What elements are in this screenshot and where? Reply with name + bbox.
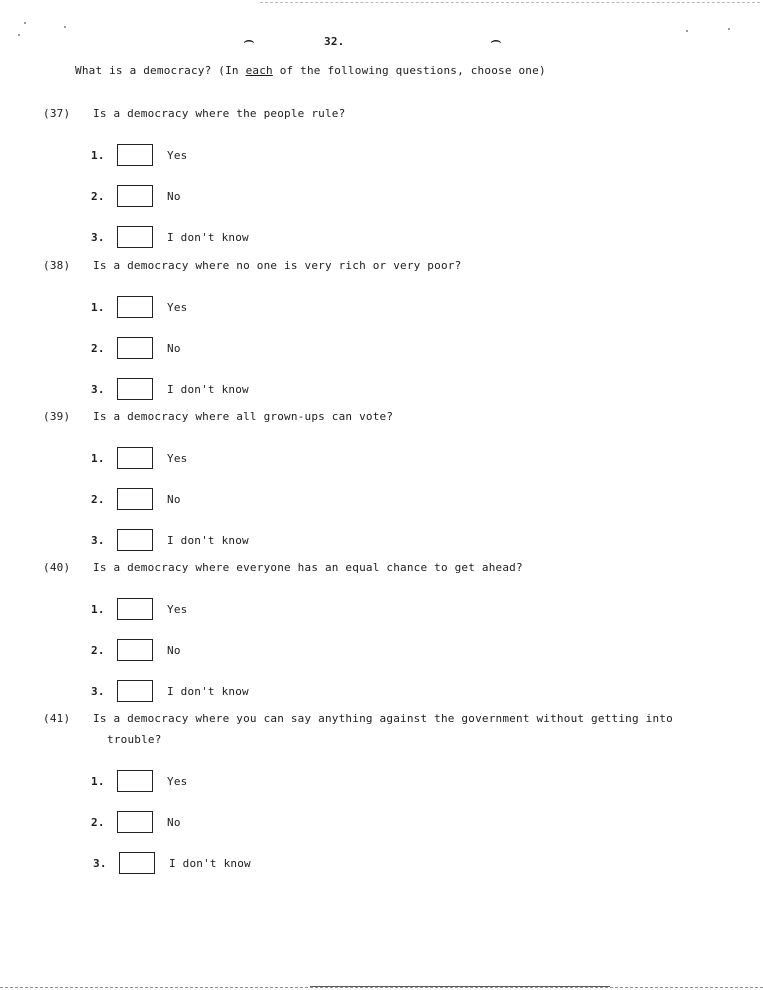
answer-checkbox[interactable]: [117, 639, 153, 661]
question-text: Is a democracy where all grown-ups can vote?: [93, 410, 394, 423]
option-number: 3.: [91, 383, 105, 396]
answer-checkbox[interactable]: [117, 680, 153, 702]
option-label: I don't know: [167, 534, 249, 547]
option-label: I don't know: [167, 685, 249, 698]
option-number: 1.: [91, 603, 105, 616]
scan-speck: [18, 34, 20, 36]
option-label: Yes: [167, 775, 188, 788]
question-text: Is a democracy where you can say anything against the government without getting into: [93, 712, 673, 725]
option-number: 2.: [91, 342, 105, 355]
bottom-edge-line: [310, 986, 610, 987]
option-number: 1.: [91, 775, 105, 788]
answer-checkbox[interactable]: [117, 811, 153, 833]
option-number: 1.: [91, 301, 105, 314]
scan-speck: [728, 28, 730, 30]
question-number: (39): [43, 410, 71, 423]
question-number: (37): [43, 107, 71, 120]
question-number: (38): [43, 259, 71, 272]
option-number: 1.: [91, 452, 105, 465]
question-text: Is a democracy where no one is very rich or very poor?: [93, 259, 462, 272]
option-label: I don't know: [169, 857, 251, 870]
option-label: Yes: [167, 603, 188, 616]
answer-checkbox[interactable]: [119, 852, 155, 874]
option-number: 2.: [91, 493, 105, 506]
top-edge-dashes: [260, 2, 760, 3]
option-label: No: [167, 816, 181, 829]
option-number: 3.: [91, 685, 105, 698]
option-number: 2.: [91, 190, 105, 203]
bottom-edge-dashes: [0, 987, 763, 988]
option-number: 2.: [91, 644, 105, 657]
answer-checkbox[interactable]: [117, 447, 153, 469]
answer-checkbox[interactable]: [117, 144, 153, 166]
answer-checkbox[interactable]: [117, 770, 153, 792]
punch-hole-mark-icon: ⌢: [490, 30, 503, 51]
scan-speck: [24, 22, 26, 24]
scan-speck: [686, 30, 688, 32]
option-label: No: [167, 190, 181, 203]
option-number: 3.: [93, 857, 107, 870]
option-label: Yes: [167, 452, 188, 465]
option-label: Yes: [167, 301, 188, 314]
answer-checkbox[interactable]: [117, 488, 153, 510]
answer-checkbox[interactable]: [117, 529, 153, 551]
scan-speck: [64, 26, 66, 28]
question-text: Is a democracy where everyone has an equal chance to get ahead?: [93, 561, 523, 574]
section-intro: What is a democracy? (In each of the following questions, choose one): [75, 64, 546, 77]
answer-checkbox[interactable]: [117, 185, 153, 207]
question-text-continued: trouble?: [107, 733, 162, 746]
option-label: Yes: [167, 149, 188, 162]
punch-hole-mark-icon: ⌢: [243, 30, 256, 51]
option-number: 3.: [91, 231, 105, 244]
question-number: (41): [43, 712, 71, 725]
answer-checkbox[interactable]: [117, 598, 153, 620]
answer-checkbox[interactable]: [117, 296, 153, 318]
answer-checkbox[interactable]: [117, 226, 153, 248]
question-number: (40): [43, 561, 71, 574]
option-label: I don't know: [167, 383, 249, 396]
option-label: I don't know: [167, 231, 249, 244]
answer-checkbox[interactable]: [117, 337, 153, 359]
option-number: 2.: [91, 816, 105, 829]
option-label: No: [167, 493, 181, 506]
option-label: No: [167, 644, 181, 657]
option-number: 1.: [91, 149, 105, 162]
option-number: 3.: [91, 534, 105, 547]
option-label: No: [167, 342, 181, 355]
question-text: Is a democracy where the people rule?: [93, 107, 346, 120]
answer-checkbox[interactable]: [117, 378, 153, 400]
page-number: 32.: [324, 35, 345, 48]
